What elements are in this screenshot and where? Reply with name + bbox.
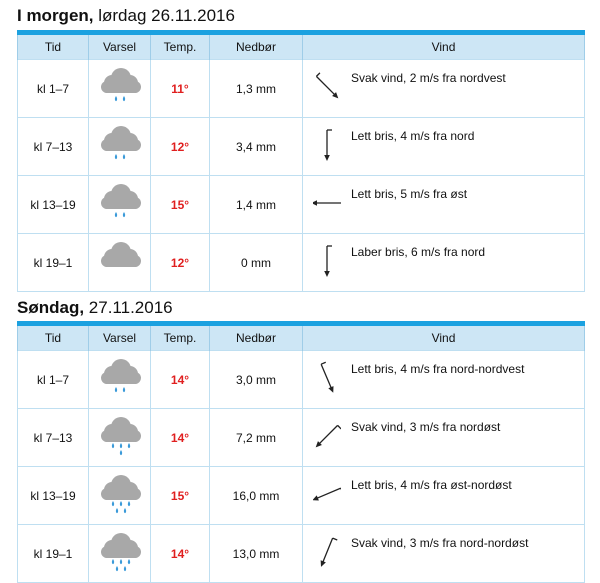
forecast-symbol — [89, 234, 151, 292]
column-header-vind: Vind — [303, 324, 585, 351]
wind-description: Lett bris, 5 m/s fra øst — [351, 187, 467, 201]
wind-from-north-arrow-icon — [313, 125, 341, 165]
forecast-symbol — [89, 176, 151, 234]
temperature: 15° — [151, 176, 210, 234]
temperature: 12° — [151, 234, 210, 292]
temperature: 14° — [151, 409, 210, 467]
table-row — [18, 176, 585, 234]
wind-description: Lett bris, 4 m/s fra nord-nordvest — [351, 362, 524, 376]
precipitation: 1,3 mm — [210, 60, 303, 118]
table-row — [18, 525, 585, 583]
day-title — [17, 6, 235, 26]
wind-cell — [303, 118, 585, 176]
column-header-varsel: Varsel — [89, 33, 151, 60]
temperature: 15° — [151, 467, 210, 525]
temperature: 14° — [151, 351, 210, 409]
forecast-day-sunday — [17, 294, 584, 565]
time-period: kl 19–1 — [18, 234, 89, 292]
cloud-heavy-rain-icon — [97, 474, 143, 514]
cloud-light-rain-icon — [97, 183, 143, 223]
forecast-table — [17, 30, 585, 292]
cloud-icon — [97, 241, 143, 281]
wind-cell — [303, 409, 585, 467]
forecast-table — [17, 321, 585, 583]
temperature: 14° — [151, 525, 210, 583]
table-row — [18, 467, 585, 525]
forecast-day-tomorrow — [17, 0, 584, 290]
precipitation: 0 mm — [210, 234, 303, 292]
time-period: kl 7–13 — [18, 409, 89, 467]
table-row — [18, 409, 585, 467]
column-header-varsel: Varsel — [89, 324, 151, 351]
wind-from-north-northeast-arrow-icon — [313, 532, 341, 572]
precipitation: 7,2 mm — [210, 409, 303, 467]
forecast-symbol — [89, 409, 151, 467]
day-title — [17, 298, 173, 318]
column-header-nedbor: Nedbør — [210, 324, 303, 351]
wind-from-east-northeast-arrow-icon — [313, 474, 341, 514]
column-header-tid: Tid — [18, 324, 89, 351]
table-row — [18, 60, 585, 118]
wind-from-north-northwest-arrow-icon — [313, 358, 341, 398]
temperature: 12° — [151, 118, 210, 176]
column-header-vind: Vind — [303, 33, 585, 60]
precipitation: 13,0 mm — [210, 525, 303, 583]
column-header-temp: Temp. — [151, 324, 210, 351]
day-title-date: 27.11.2016 — [84, 298, 173, 317]
column-header-tid: Tid — [18, 33, 89, 60]
time-period: kl 19–1 — [18, 525, 89, 583]
wind-from-north-arrow-icon — [313, 241, 341, 281]
time-period: kl 1–7 — [18, 351, 89, 409]
wind-cell — [303, 467, 585, 525]
wind-description: Svak vind, 2 m/s fra nordvest — [351, 71, 506, 85]
precipitation: 1,4 mm — [210, 176, 303, 234]
wind-cell — [303, 234, 585, 292]
column-header-temp: Temp. — [151, 33, 210, 60]
time-period: kl 7–13 — [18, 118, 89, 176]
wind-description: Svak vind, 3 m/s fra nord-nordøst — [351, 536, 528, 550]
wind-cell — [303, 525, 585, 583]
wind-description: Laber bris, 6 m/s fra nord — [351, 245, 485, 259]
wind-from-northwest-arrow-icon — [313, 67, 341, 107]
time-period: kl 1–7 — [18, 60, 89, 118]
forecast-symbol — [89, 351, 151, 409]
forecast-symbol — [89, 118, 151, 176]
wind-from-northeast-arrow-icon — [313, 416, 341, 456]
cloud-heavy-rain-icon — [97, 532, 143, 572]
precipitation: 3,4 mm — [210, 118, 303, 176]
table-header-row — [18, 33, 585, 60]
day-title-bold: Søndag, — [17, 298, 84, 317]
forecast-symbol — [89, 467, 151, 525]
wind-from-east-arrow-icon — [313, 183, 341, 223]
precipitation: 3,0 mm — [210, 351, 303, 409]
wind-description: Svak vind, 3 m/s fra nordøst — [351, 420, 500, 434]
table-row — [18, 351, 585, 409]
temperature: 11° — [151, 60, 210, 118]
wind-cell — [303, 351, 585, 409]
cloud-light-rain-icon — [97, 125, 143, 165]
table-header-row — [18, 324, 585, 351]
time-period: kl 13–19 — [18, 467, 89, 525]
table-row — [18, 118, 585, 176]
wind-cell — [303, 176, 585, 234]
day-title-bold: I morgen, — [17, 6, 94, 25]
wind-description: Lett bris, 4 m/s fra øst-nordøst — [351, 478, 512, 492]
forecast-symbol — [89, 525, 151, 583]
table-row — [18, 234, 585, 292]
column-header-nedbor: Nedbør — [210, 33, 303, 60]
time-period: kl 13–19 — [18, 176, 89, 234]
precipitation: 16,0 mm — [210, 467, 303, 525]
day-title-date: lørdag 26.11.2016 — [94, 6, 235, 25]
cloud-light-rain-icon — [97, 67, 143, 107]
cloud-rain-icon — [97, 416, 143, 456]
cloud-light-rain-icon — [97, 358, 143, 398]
wind-description: Lett bris, 4 m/s fra nord — [351, 129, 474, 143]
forecast-symbol — [89, 60, 151, 118]
wind-cell — [303, 60, 585, 118]
